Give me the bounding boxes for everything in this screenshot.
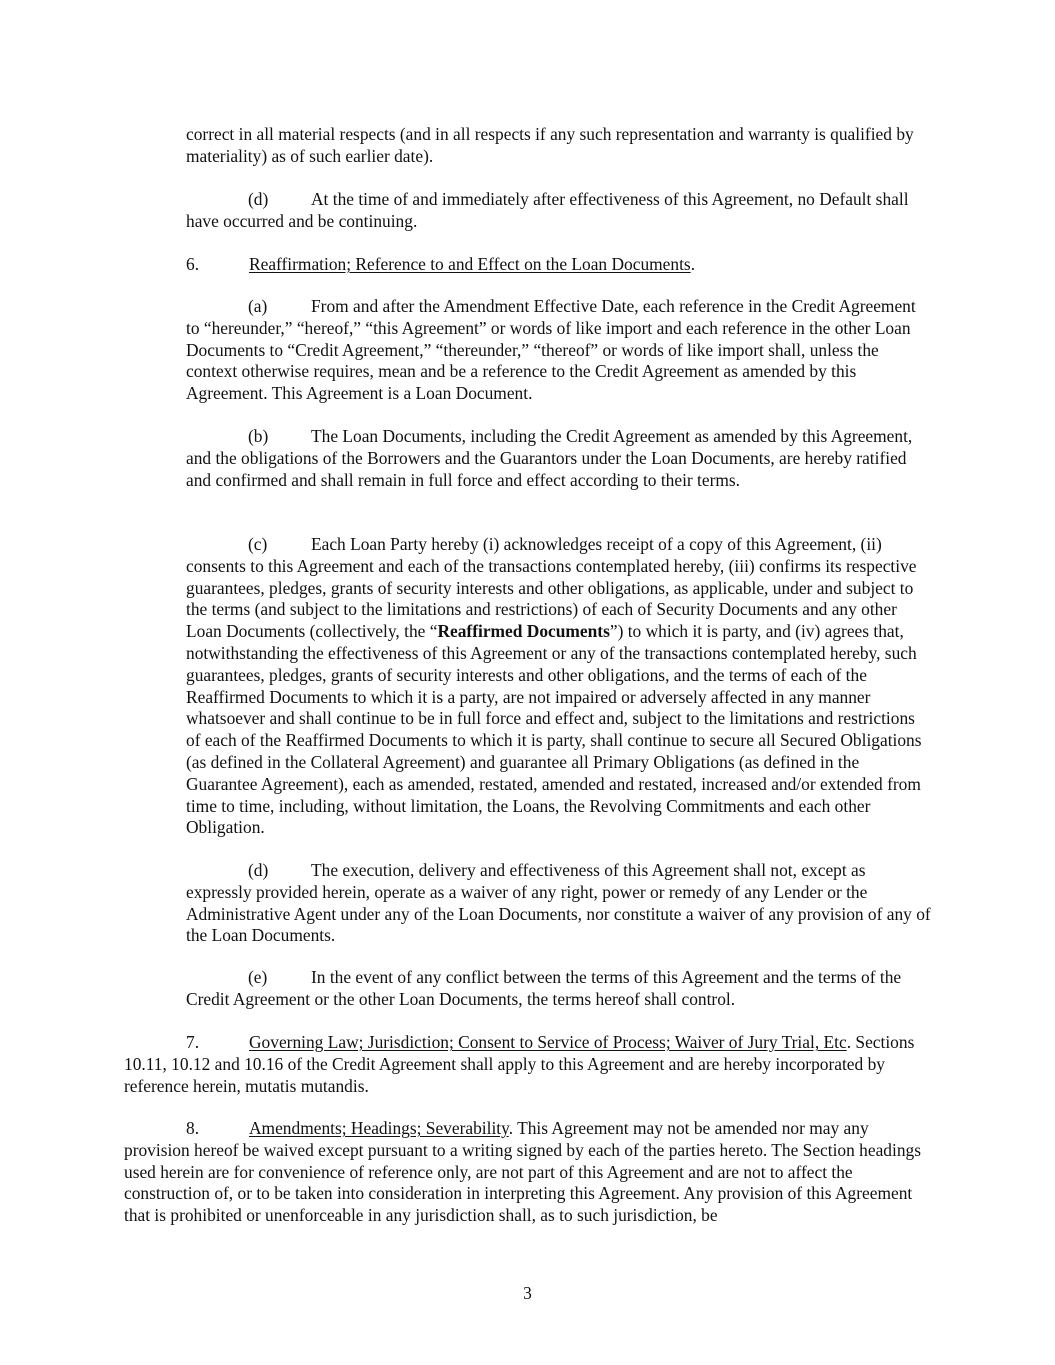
paragraph-text: From and after the Amendment Effective Date, each reference in the Credit Agreement to “hereunder,” “hereof,” “this Agreement” or words of like import and each reference in the other Loan Documents to “Credit Agreement,” “thereunder,” “thereof” or words of like import shall, unless the context otherwise requires, mean and be a reference to the Credit Agreement as amended by this Agreement. This Agreement is a Loan Document. [186, 296, 916, 404]
paragraph-5c-continued [186, 124, 931, 168]
section-heading: Reaffirmation; Reference to and Effect on the Loan Documents [249, 254, 691, 274]
paragraph-label: (b) [248, 426, 269, 446]
section-7: 7. Governing Law; Jurisdiction; Consent to Service of Process; Waiver of Jury Trial, Etc. Sections 10.11, 10.12 and 10.16 of the Credit Agreement shall apply to this Agreement and are hereby incorporated by reference herein, mutatis mutandis. [124, 1032, 915, 1096]
paragraph-label: (a) [248, 296, 268, 316]
paragraph-6b [186, 426, 931, 491]
section-number: 7. [186, 1032, 200, 1052]
paragraph-text: ”) to which it is party, and (iv) agrees that, notwithstanding the effectiveness of this Agreement or any of the transactions contemplated hereby, such guarantees, pledges, grants of security interests and other obligations, and the terms of each of the Reaffirmed Documents to which it is a party, are not impaired or adversely affected in any manner whatsoever and shall continue to be in full force and effect and, subject to the limitations and restrictions of each of the Reaffirmed Documents to which it is party, shall continue to secure all Secured Obligations (as defined in the Collateral Agreement) and guarantee all Primary Obligations (as defined in the Guarantee Agreement), each as amended, restated, amended and restated, increased and/or extended from time to time, including, without limitation, the Loans, the Revolving Commitments and each other Obligation. [186, 621, 922, 838]
section-number: 8. [186, 1118, 200, 1138]
paragraph-6a [186, 296, 931, 405]
section-8: 8. Amendments; Headings; Severability. This Agreement may not be amended nor may any provision hereof be waived except pursuant to a writing signed by each of the parties hereto. The Section headings used herein are for convenience of reference only, are not part of this Agreement and are not to affect the construction of, or to be taken into consideration in interpreting this Agreement. Any provision of this Agreement that is prohibited or unenforceable in any jurisdiction shall, as to such jurisdiction, be [124, 1118, 921, 1226]
paragraph-label: (d) [248, 860, 269, 880]
section-heading: Governing Law; Jurisdiction; Consent to Service of Process; Waiver of Jury Trial, Etc [249, 1032, 847, 1052]
defined-term: Reaffirmed Documents [437, 621, 610, 642]
paragraph-text: At the time of and immediately after effectiveness of this Agreement, no Default shall have occurred and be continuing. [186, 189, 909, 231]
section-6-heading: 6. Reaffirmation; Reference to and Effect on the Loan Documents. [186, 254, 696, 274]
paragraph-text: This Agreement may not be amended nor may any provision hereof be waived except pursuant to a writing signed by each of the parties hereto. The Section headings used herein are for convenience of reference only, are not part of this Agreement and are not to affect the construction of, or to be taken into consideration in interpreting this Agreement. Any provision of this Agreement that is prohibited or unenforceable in any jurisdiction shall, as to such jurisdiction, be [124, 1118, 921, 1226]
paragraph-label: (d) [248, 189, 269, 209]
paragraph-text: The Loan Documents, including the Credit Agreement as amended by this Agreement, and the obligations of the Borrowers and the Guarantors under the Loan Documents, are hereby ratified and confirmed and shall remain in full force and effect according to their terms. [186, 426, 913, 490]
paragraph-text: The execution, delivery and effectiveness of this Agreement shall not, except as expressly provided herein, operate as a waiver of any right, power or remedy of any Lender or the Administrative Agent under any of the Loan Documents, nor constitute a waiver of any provision of any of the Loan Documents. [186, 860, 931, 946]
paragraph-label: (e) [248, 967, 268, 987]
paragraph-text: Sections 10.11, 10.12 and 10.16 of the Credit Agreement shall apply to this Agreement and are hereby incorporated by reference herein, mutatis mutandis. [124, 1032, 915, 1096]
page-number: 3 [523, 1283, 532, 1303]
paragraph-6e [186, 967, 931, 1011]
paragraph-label: (c) [248, 534, 268, 554]
paragraph-6d [186, 860, 931, 947]
section-number: 6. [186, 254, 200, 274]
paragraph-text: Each Loan Party hereby (i) acknowledges receipt of a copy of this Agreement, (ii) consents to this Agreement and each of the transactions contemplated hereby, (iii) confirms its respective guarantees, pledges, grants of security interests and other obligations, as applicable, under and subject to the terms (and subject to the limitations and restrictions) of each of Security Documents and any other Loan Documents (collectively, the “ [186, 534, 917, 642]
paragraph-text: In the event of any conflict between the terms of this Agreement and the terms of the Credit Agreement or the other Loan Documents, the terms hereof shall control. [186, 967, 902, 1009]
section-heading: Amendments; Headings; Severability [249, 1118, 509, 1138]
paragraph-6c [186, 534, 931, 839]
paragraph-text: correct in all material respects (and in all respects if any such representation and warranty is qualified by materiality) as of such earlier date). [186, 124, 914, 166]
paragraph-5d [186, 189, 931, 233]
